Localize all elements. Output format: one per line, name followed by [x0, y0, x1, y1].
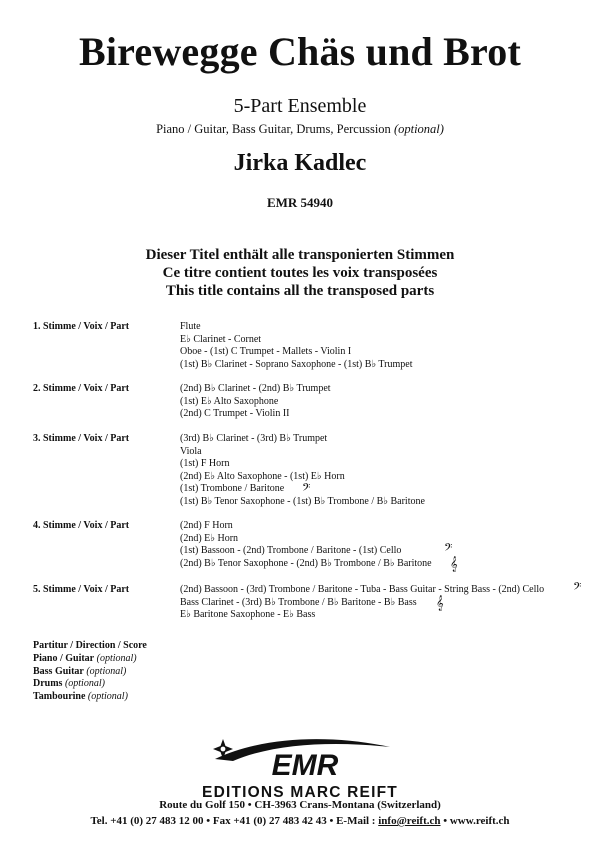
publisher-address: Route du Golf 150 • CH-3963 Crans-Montana (Switzerland)	[159, 799, 441, 811]
extra-tambourine	[33, 691, 147, 704]
extra-name: Bass Guitar	[33, 665, 84, 677]
instrument-line: (2nd) E♭ Alto Saxophone - (1st) E♭ Horn	[180, 470, 345, 482]
instrument-line: E♭ Clarinet - Cornet	[180, 333, 262, 345]
instrument-line	[180, 594, 593, 610]
extra-name: Partitur / Direction / Score	[33, 640, 147, 651]
instrument-line: (1st) B♭ Clarinet - Soprano Saxophone - (1st) B♭ Trumpet	[180, 358, 413, 370]
part-instruments	[180, 433, 593, 508]
instrument-line: (2nd) C Trumpet - Violin II	[180, 408, 290, 419]
instrument-line: (2nd) E♭ Horn	[180, 532, 239, 544]
instrument-line: (1st) F Horn	[180, 458, 230, 469]
extra-score	[33, 640, 147, 653]
instrument-line: Viola	[180, 445, 202, 457]
instrument-text: (1st) Bassoon - (2nd) Trombone / Baritone - (1st) Cello	[180, 545, 402, 556]
part-label: 1. Stimme / Voix / Part	[33, 321, 130, 332]
instrumentation	[0, 122, 600, 137]
extra-piano-guitar	[33, 653, 147, 666]
extra-name: Piano / Guitar	[33, 652, 95, 664]
instrument-line: (2nd) F Horn	[180, 520, 233, 531]
website-link[interactable]: • www.reift.ch	[443, 815, 510, 827]
extra-bass-guitar	[33, 666, 147, 679]
instrument-line	[180, 541, 593, 558]
instrumentation-optional: (optional)	[393, 122, 444, 136]
logo-publisher-name: EDITIONS MARC REIFT	[202, 784, 398, 801]
extra-note: (optional)	[86, 665, 127, 677]
instrument-line: (3rd) B♭ Clarinet - (3rd) B♭ Trumpet	[180, 433, 328, 444]
bass-clef-icon: 𝄢	[302, 481, 311, 496]
instrument-text: Bass Clarinet - (3rd) B♭ Trombone / B♭ Baritone - B♭ Bass	[180, 596, 417, 608]
instrument-line: Oboe - (1st) C Trumpet - Mallets - Violin I	[180, 346, 352, 357]
part-instruments	[180, 520, 593, 570]
instrument-text: (2nd) Bassoon - (3rd) Trombone / Baritone - Tuba - Bass Guitar - String Bass - (2nd) Cello	[180, 584, 545, 595]
subtitle: 5-Part Ensemble	[233, 95, 367, 117]
extra-note: (optional)	[96, 652, 137, 664]
instrument-line	[180, 580, 593, 597]
publisher-contact	[0, 815, 600, 827]
instrument-line: Flute	[180, 321, 201, 332]
treble-clef-icon: 𝄞	[450, 555, 458, 571]
title: Birewegge Chäs und Brot	[78, 29, 522, 74]
note-fr: Ce titre contient toutes les voix transposées	[162, 265, 438, 281]
part-instruments	[180, 383, 593, 421]
instrument-text: (2nd) B♭ Tenor Saxophone - (2nd) B♭ Trombone / B♭ Baritone	[180, 557, 432, 569]
instrument-line: (1st) E♭ Alto Saxophone	[180, 395, 279, 407]
instrument-line: (1st) B♭ Tenor Saxophone - (1st) B♭ Trombone / B♭ Baritone	[180, 495, 425, 507]
part-label: 5. Stimme / Voix / Part	[33, 584, 130, 595]
logo-emr: EMR	[271, 749, 339, 782]
instrument-text: (1st) Trombone / Baritone	[180, 483, 285, 494]
part-label: 3. Stimme / Voix / Part	[33, 433, 130, 444]
emr-logo	[185, 733, 415, 805]
note-de: Dieser Titel enthält alle transponierten Stimmen	[145, 247, 455, 263]
composer: Jirka Kadlec	[233, 150, 367, 176]
part-instruments	[180, 321, 593, 371]
bass-clef-icon: 𝄢	[573, 580, 582, 595]
part-label: 2. Stimme / Voix / Part	[33, 383, 130, 394]
contact-phone-fax: Tel. +41 (0) 27 483 12 00 • Fax +41 (0) 27 483 42 43 • E-Mail :	[90, 815, 376, 827]
extra-note: (optional)	[87, 691, 128, 703]
extra-name: Tambourine	[33, 691, 86, 703]
instrument-line	[180, 555, 593, 571]
treble-clef-icon: 𝄞	[436, 594, 444, 610]
extra-drums	[33, 678, 147, 691]
part-instruments	[180, 580, 593, 622]
instrument-line	[180, 483, 593, 496]
part-label: 4. Stimme / Voix / Part	[33, 520, 130, 531]
extra-note: (optional)	[64, 678, 105, 690]
note-en: This title contains all the transposed parts	[165, 283, 435, 299]
instrumentation-main: Piano / Guitar, Bass Guitar, Drums, Percussion	[156, 122, 391, 136]
instrument-line: (2nd) B♭ Clarinet - (2nd) B♭ Trumpet	[180, 383, 331, 394]
additional-parts	[33, 640, 147, 704]
transposition-notes	[0, 246, 600, 300]
catalog-number: EMR 54940	[266, 195, 334, 210]
extra-name: Drums	[33, 678, 63, 690]
email-link[interactable]: info@reift.ch	[378, 815, 441, 827]
instrument-line: E♭ Baritone Saxophone - E♭ Bass	[180, 609, 316, 620]
bass-clef-icon: 𝄢	[444, 541, 453, 556]
